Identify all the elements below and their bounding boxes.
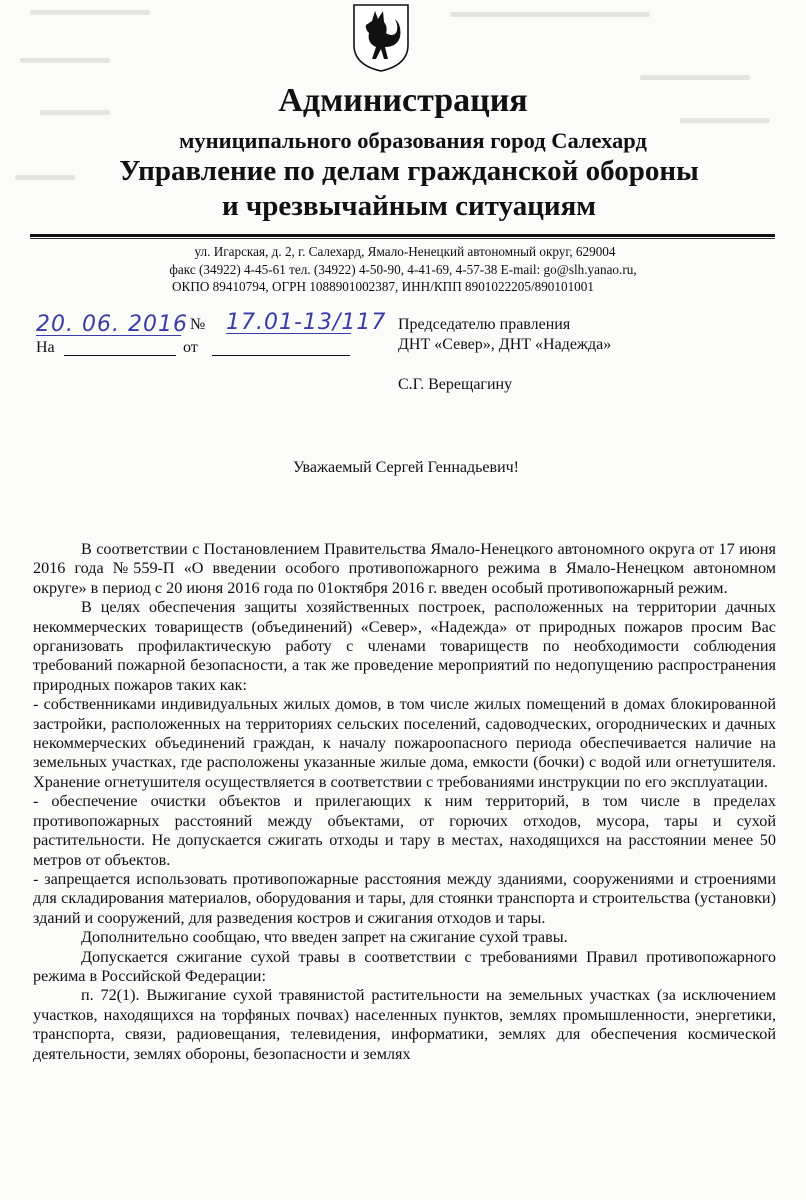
header-rule-thick [30,234,775,237]
body-paragraph: В целях обеспечения защиты хозяйственных построек, расположенных на территории дачных некоммерческих товариществ (объединений) «Север», «Надежда» от природных пожаров просим Вас организовать профилактическую работу с членами товариществ по необходимости соблюдения требований пожарной безопасности, а так же проведение мероприятий по недопущению распространения природных пожаров таких как: [33,598,776,694]
body-list-item: - обеспечение очистки объектов и прилегающих к ним территорий, в том числе в пределах противопожарных расстояний между объектами, от горючих отходов, мусора, тары и сухой растительности. Не допускается сжигать отходы и тару в местах, находящихся на расстоянии менее 50 метров от объектов. [33,792,776,869]
header-rule-thin [30,238,775,239]
body-paragraph: Допускается сжигание сухой травы в соответствии с требованиями Правил противопожарного режима в Российской Федерации: [33,947,776,985]
incoming-date-label: от [183,339,198,356]
body-paragraph: В соответствии с Постановлением Правительства Ямало-Ненецкого автономного округа от 17 июня 2016 года №559-П «О введении особого противопожарного режима в Ямало-Ненецком автономном округе» в период с 20 июня 2016 года по 01октября 2016 г. введен особый противопожарный режим. [33,540,776,597]
address-line: ул. Игарская, д. 2, г. Салехард, Ямало-Ненецкий автономный округ, 629004 [194,244,616,259]
incoming-ref-blank [64,355,176,356]
body-list-item: - собственниками индивидуальных жилых домов, в том числе жилых помещений в домах блокированной застройки, расположенных на территориях сельских поселений, садоводческих, огороднических и дачных некоммерческих объединений граждан, к началу пожароопасного периода обеспечивается наличие на земельных участках, где расположены указанные жилые дома, емкости (бочки) с водой или огнетушителя. Хранение огнетушителя осуществляется в соответствии с требованиями инструкции по его эксплуатации. [33,695,776,791]
handwritten-outgoing-number: 17.01-13/117 [226,310,387,335]
org-title: Администрация [278,82,528,119]
incoming-date-blank [212,355,350,356]
recipient-position: Председателю правления [398,316,571,333]
handwritten-date: 20. 06. 2016 [36,312,188,337]
body-paragraph: п. 72(1). Выжигание сухой травянистой растительности на земельных участках (за исключением участков, находящихся на торфяных почвах) населенных пунктов, землях промышленности, энергетики, транспорта, связи, радиовещания, телевидения, информатики, землях для обеспечения космической деятельности, землях обороны, безопасности и землях [33,986,776,1063]
requisites-line: ОКПО 89410794, ОГРН 1088901002387, ИНН/КПП 8901022205/890101001 [172,279,594,294]
date-underline [36,335,181,336]
coat-of-arms-emblem [352,3,410,73]
incoming-ref-label: На [36,339,55,356]
contacts-line: факс (34922) 4-45-61 тел. (34922) 4-50-90, 4-41-69, 4-57-38 E-mail: go@slh.yanao.ru, [169,262,637,277]
body-paragraph: Дополнительно сообщаю, что введен запрет на сжигание сухой травы. [81,928,568,947]
department-line-1: Управление по делам гражданской обороны [119,155,699,187]
number-underline [226,333,351,334]
number-sign: № [190,316,206,333]
letter-body [33,540,776,1064]
salutation: Уважаемый Сергей Геннадьевич! [292,459,520,476]
org-subtitle: муниципального образования город Салехард [179,128,647,153]
recipient-name: С.Г. Верещагину [398,376,513,393]
department-line-2: и чрезвычайным ситуациям [221,190,597,222]
body-list-item: - запрещается использовать противопожарные расстояния между зданиями, сооружениями и строениями для складирования материалов, оборудования и тары, для стоянки транспорта и строительства (установки) зданий и сооружений, для разведения костров и сжигания отходов и тары. [33,869,776,927]
recipient-organizations: ДНТ «Север», ДНТ «Надежда» [398,336,612,353]
